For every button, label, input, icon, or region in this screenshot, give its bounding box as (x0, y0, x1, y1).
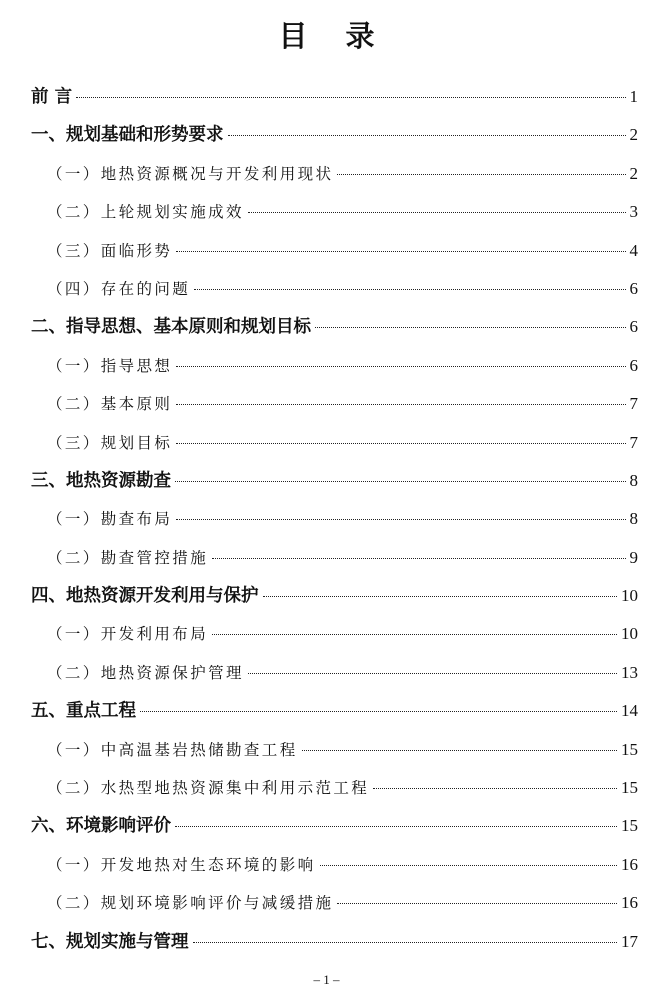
toc-title: 目 录 (278, 19, 389, 53)
toc-subsection-entry[interactable] (31, 232, 638, 270)
dot-leader (212, 558, 625, 559)
toc-section-entry[interactable] (31, 692, 638, 730)
dot-leader (176, 404, 625, 405)
toc-section-entry[interactable] (31, 78, 638, 116)
toc-subsection-entry[interactable] (31, 654, 638, 692)
toc-entry-label: 六、环境影响评价 (31, 816, 171, 837)
toc-entry-page-number: 8 (629, 509, 638, 529)
toc-entry-page-number: 15 (621, 816, 638, 836)
toc-entry-page-number: 7 (629, 432, 638, 452)
toc-entry-label: （三）规划目标 (47, 433, 173, 452)
toc-section-entry[interactable] (31, 807, 638, 845)
toc-subsection-entry[interactable] (31, 500, 638, 538)
toc-entry-label: 五、重点工程 (31, 701, 136, 722)
toc-entry-page-number: 1 (629, 87, 638, 106)
toc-entry-label: 前 言 (31, 87, 73, 107)
dot-leader (176, 366, 625, 367)
toc-section-entry[interactable] (31, 923, 638, 961)
toc-subsection-entry[interactable] (31, 846, 638, 884)
toc-entry-page-number: 16 (621, 854, 638, 874)
dot-leader (194, 289, 625, 290)
toc-subsection-entry[interactable] (31, 385, 638, 423)
toc-entry-page-number: 13 (621, 662, 638, 682)
toc-entry-label: （一）开发利用布局 (47, 625, 209, 644)
toc-subsection-entry[interactable] (31, 347, 638, 385)
dot-leader (315, 327, 626, 328)
toc-entry-page-number: 16 (621, 893, 638, 913)
toc-entry-page-number: 10 (621, 586, 638, 606)
toc-subsection-entry[interactable] (31, 193, 638, 231)
toc-section-entry[interactable] (31, 116, 638, 154)
toc-section-entry[interactable] (31, 577, 638, 615)
toc-entry-label: （一）勘查布局 (47, 510, 173, 529)
toc-entry-page-number: 2 (629, 125, 638, 145)
toc-entry-label: （二）基本原则 (47, 395, 173, 414)
dot-leader (228, 135, 626, 136)
toc-entry-label: （二）上轮规划实施成效 (47, 203, 244, 222)
toc-subsection-entry[interactable] (31, 731, 638, 769)
dot-leader (140, 711, 617, 712)
page-number-footer: – 1 – (313, 972, 340, 987)
dot-leader (248, 673, 617, 674)
toc-entry-label: 二、指导思想、基本原则和规划目标 (31, 317, 311, 338)
toc-subsection-entry[interactable] (31, 155, 638, 193)
dot-leader (373, 788, 617, 789)
dot-leader (337, 174, 625, 175)
dot-leader (212, 634, 617, 635)
toc-entry-label: 四、地热资源开发利用与保护 (31, 586, 259, 607)
toc-subsection-entry[interactable] (31, 615, 638, 653)
toc-entry-label: （一）中高温基岩热储勘查工程 (47, 740, 298, 759)
toc-entry-page-number: 2 (629, 163, 638, 183)
table-of-contents (31, 78, 638, 961)
toc-entry-page-number: 6 (629, 317, 638, 337)
toc-entry-label: （二）勘查管控措施 (47, 548, 209, 567)
toc-entry-page-number: 14 (621, 701, 638, 721)
toc-subsection-entry[interactable] (31, 884, 638, 922)
toc-entry-page-number: 8 (629, 470, 638, 490)
toc-entry-page-number: 7 (629, 394, 638, 414)
toc-entry-label: （四）存在的问题 (47, 279, 191, 298)
dot-leader (176, 519, 625, 520)
toc-section-entry[interactable] (31, 308, 638, 346)
toc-entry-page-number: 10 (621, 624, 638, 644)
toc-entry-page-number: 15 (621, 739, 638, 759)
toc-entry-label: （一）开发地热对生态环境的影响 (47, 855, 316, 874)
dot-leader (263, 596, 618, 597)
toc-entry-label: （三）面临形势 (47, 241, 173, 260)
toc-section-entry[interactable] (31, 462, 638, 500)
dot-leader (175, 481, 626, 482)
toc-subsection-entry[interactable] (31, 424, 638, 462)
toc-entry-label: （一）地热资源概况与开发利用现状 (47, 164, 334, 183)
toc-subsection-entry[interactable] (31, 539, 638, 577)
toc-entry-label: （一）指导思想 (47, 356, 173, 375)
dot-leader (302, 750, 617, 751)
toc-subsection-entry[interactable] (31, 270, 638, 308)
toc-subsection-entry[interactable] (31, 769, 638, 807)
toc-entry-label: 三、地热资源勘查 (31, 470, 171, 491)
toc-entry-page-number: 17 (621, 931, 638, 951)
dot-leader (76, 97, 625, 98)
toc-entry-page-number: 4 (629, 240, 638, 260)
toc-entry-label: （二）地热资源保护管理 (47, 663, 244, 682)
dot-leader (176, 251, 625, 252)
toc-entry-label: 一、规划基础和形势要求 (31, 125, 224, 146)
dot-leader (176, 443, 625, 444)
toc-entry-label: （二）水热型地热资源集中利用示范工程 (47, 779, 370, 798)
toc-entry-page-number: 6 (629, 355, 638, 375)
toc-entry-page-number: 9 (629, 547, 638, 567)
dot-leader (337, 903, 617, 904)
toc-entry-label: （二）规划环境影响评价与减缓措施 (47, 894, 334, 913)
dot-leader (193, 942, 618, 943)
toc-entry-page-number: 3 (629, 202, 638, 222)
toc-entry-page-number: 6 (629, 278, 638, 298)
toc-entry-page-number: 15 (621, 778, 638, 798)
dot-leader (320, 865, 617, 866)
dot-leader (175, 826, 617, 827)
toc-entry-label: 七、规划实施与管理 (31, 931, 189, 952)
dot-leader (248, 212, 626, 213)
